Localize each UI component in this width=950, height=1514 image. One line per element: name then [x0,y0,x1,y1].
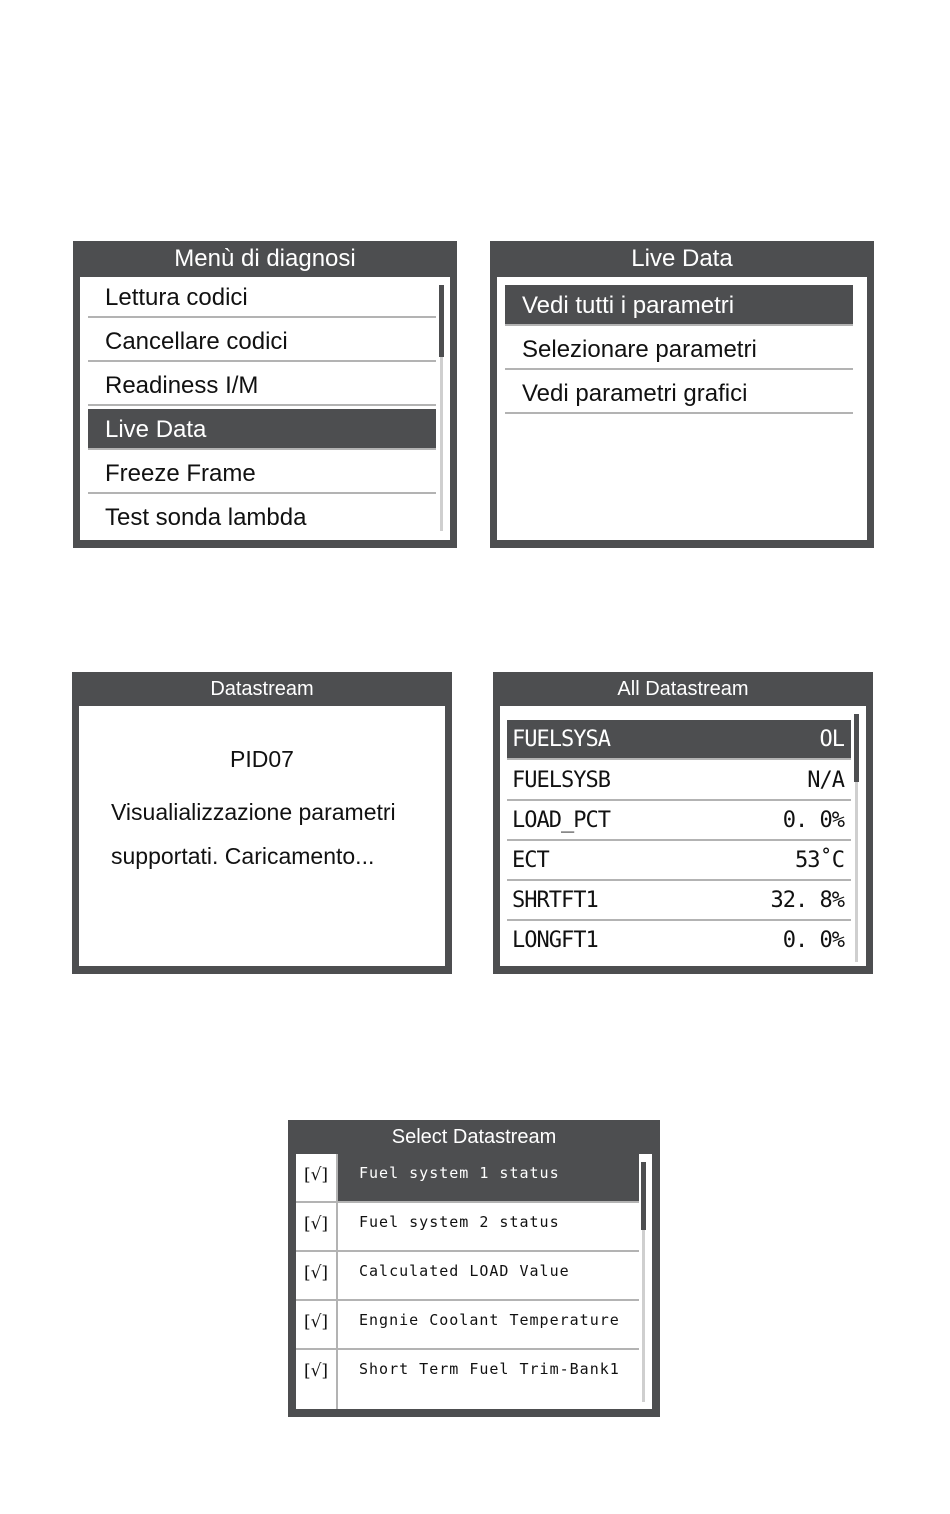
select-row-label: Engnie Coolant Temperature [359,1311,620,1329]
select-row-label: Calculated LOAD Value [359,1262,570,1280]
datastream-value: 0. 0% [782,808,844,833]
diagnostic-menu-screen [73,241,457,548]
datastream-row[interactable] [507,881,851,921]
checkbox[interactable]: [√] [296,1350,338,1409]
datastream-screen [72,672,452,974]
datastream-row[interactable] [507,761,851,801]
menu-item-vedi-tutti[interactable]: Vedi tutti i parametri [505,285,853,326]
loading-message-line2: supportati. Caricamento... [111,843,375,869]
datastream-value: 53˚C [795,848,844,873]
datastream-value: 0. 0% [782,928,844,953]
menu-item-grafici[interactable]: Vedi parametri grafici [505,373,853,414]
menu-item-freeze-frame[interactable]: Freeze Frame [88,453,436,494]
checkbox[interactable]: [√] [296,1252,338,1299]
loading-message-line1: Visualializzazione parametri [111,799,396,825]
select-row-label: Fuel system 2 status [359,1213,560,1231]
menu-item-test-sonda-lambda[interactable]: Test sonda lambda [105,504,307,531]
select-datastream-title: Select Datastream [391,1126,557,1148]
live-data-screen [490,241,874,548]
checkbox[interactable]: [√] [296,1301,338,1348]
datastream-title: Datastream [210,678,314,700]
datastream-name: ECT [512,848,549,873]
select-row[interactable] [296,1154,639,1203]
live-data-title: Live Data [631,245,733,272]
scrollbar-thumb[interactable] [641,1162,646,1230]
datastream-body [79,706,445,966]
diagnostic-menu-list [80,277,450,540]
all-datastream-screen [493,672,873,974]
diagnostic-menu-title: Menù di diagnosi [174,245,356,272]
select-row-label: Fuel system 1 status [338,1154,639,1201]
menu-item-selezionare[interactable]: Selezionare parametri [505,329,853,370]
datastream-name: FUELSYSA [512,727,610,752]
datastream-value: N/A [807,768,844,793]
scrollbar-thumb[interactable] [439,285,444,357]
datastream-row[interactable] [507,921,851,961]
scrollbar-thumb[interactable] [854,714,859,782]
datastream-name: SHRTFT1 [512,888,598,913]
datastream-row[interactable] [507,841,851,881]
datastream-value: 32. 8% [770,888,844,913]
pid-label: PID07 [230,746,294,772]
datastream-row[interactable] [507,720,851,760]
datastream-name: FUELSYSB [512,768,610,793]
datastream-row[interactable] [507,801,851,841]
select-row[interactable] [296,1301,639,1350]
select-row-label: Short Term Fuel Trim-Bank1 [359,1360,620,1378]
menu-item-live-data[interactable]: Live Data [88,409,436,450]
select-row[interactable] [296,1252,639,1301]
select-datastream-list [296,1154,652,1409]
datastream-name: LOAD_PCT [512,808,610,833]
datastream-name: LONGFT1 [512,928,598,953]
select-datastream-screen [288,1120,660,1417]
menu-item-cancellare-codici[interactable]: Cancellare codici [88,321,436,362]
live-data-list [497,277,867,540]
loading-message [111,790,431,878]
datastream-value: OL [819,727,844,752]
all-datastream-title: All Datastream [617,678,749,700]
menu-item-readiness[interactable]: Readiness I/M [88,365,436,406]
select-row[interactable] [296,1350,639,1409]
checkbox[interactable]: [√] [296,1203,338,1250]
checkbox[interactable]: [√] [296,1154,338,1201]
select-row[interactable] [296,1203,639,1252]
menu-item-lettura-codici[interactable]: Lettura codici [88,277,436,318]
all-datastream-list [500,706,866,966]
